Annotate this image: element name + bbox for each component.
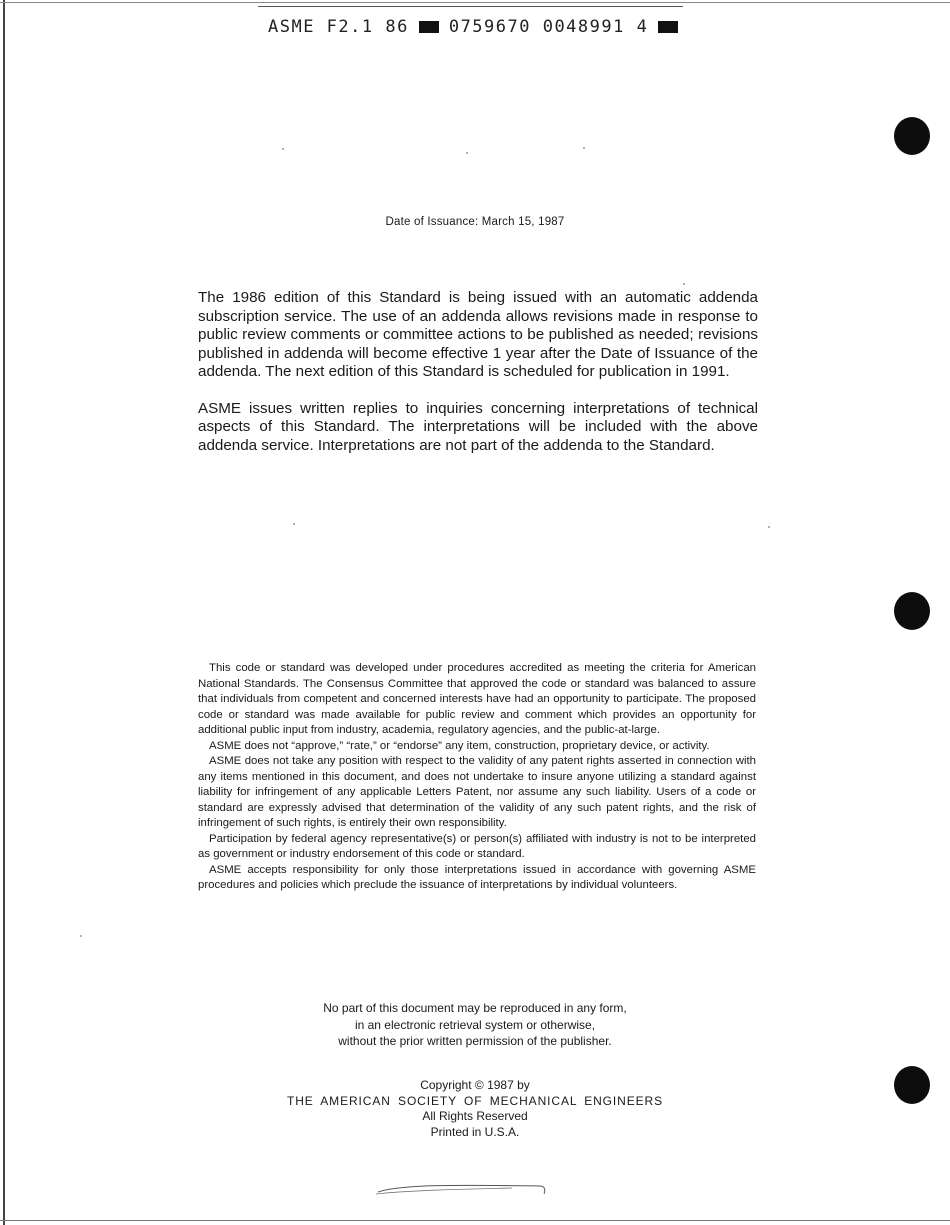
copyright-line: Copyright © 1987 by [420, 1078, 530, 1092]
copyright-printed: Printed in U.S.A. [430, 1124, 520, 1139]
page-edge-top [0, 2, 950, 3]
scan-speck [768, 526, 770, 528]
copyright-organization: THE AMERICAN SOCIETY OF MECHANICAL ENGINEERS [287, 1093, 663, 1108]
page-edge-bottom [0, 1220, 950, 1221]
scan-speck [583, 147, 585, 149]
reproduction-line: without the prior written permission of the publisher. [338, 1034, 612, 1048]
binder-hole-middle [894, 592, 930, 630]
copyright-rights: All Rights Reserved [422, 1109, 528, 1123]
header-rule [258, 6, 683, 7]
date-of-issuance: Date of Issuance: March 15, 1987 [385, 216, 565, 228]
reproduction-line: No part of this document may be reproduced in any form, [323, 1001, 627, 1015]
scan-scribble [372, 1176, 552, 1198]
document-code-header [268, 15, 678, 39]
binder-hole-top [894, 117, 930, 155]
scan-speck [282, 148, 284, 150]
redaction-bar [658, 21, 678, 33]
scan-speck [293, 523, 295, 525]
scan-speck [466, 152, 468, 154]
edition-paragraph-addenda: The 1986 edition of this Standard is being issued with an automatic addenda subscription service. The use of an addenda allows revisions made in response to public review comments or committee actions to be published as needed; revisions published in addenda will become effective 1 year after the Date of Issuance of the addenda. The next edition of this Standard is scheduled for publication in 1991. [198, 289, 758, 380]
legal-paragraph-patent: ASME does not take any position with respect to the validity of any patent rights asserted in connection with any items mentioned in this document, and does not undertake to insure anyone utilizing a standard against liability for infringement of any applicable Letters Patent, nor assume any such liability. Users of a code or standard are expressly advised that determination of the validity of any such patent rights, and the risk of infringement of such rights, is entirely their own responsibility. [198, 755, 756, 829]
document-code-designation: ASME F2.1 86 [268, 17, 409, 37]
legal-paragraph-endorsement: ASME does not “approve,” “rate,” or “endorse” any item, construction, proprietary device, or activity. [209, 739, 710, 752]
legal-notice [198, 661, 756, 894]
copyright-block [0, 1078, 950, 1140]
edition-notice [198, 289, 758, 473]
scan-speck [683, 283, 685, 285]
scan-speck [80, 935, 82, 937]
reproduction-notice [0, 1000, 950, 1050]
redaction-bar [419, 21, 439, 33]
document-code-number: 0759670 0048991 4 [448, 17, 649, 37]
reproduction-line: in an electronic retrieval system or otherwise, [354, 1017, 596, 1032]
legal-paragraph-accreditation: This code or standard was developed under procedures accredited as meeting the criteria for American National Standards. The Consensus Committee that approved the code or standard was balanced to assure that individuals from competent and concerned interests have had an opportunity to participate. The proposed code or standard was made available for public review and comment which provides an opportunity for additional public input from industry, academia, regulatory agencies, and the public-at-large. [198, 662, 756, 736]
legal-paragraph-federal: Participation by federal agency representative(s) or person(s) affiliated with industry is not to be interpreted as government or industry endorsement of this code or standard. [198, 832, 756, 860]
edition-paragraph-interpretations: ASME issues written replies to inquiries concerning interpretations of technical aspects of this Standard. The interpretations will be included with the above addenda service. Interpretations are not part of the addenda to the Standard. [198, 399, 758, 454]
legal-paragraph-interpretations: ASME accepts responsibility for only those interpretations issued in accordance with governing ASME procedures and policies which preclude the issuance of interpretations by individual volunteers. [198, 863, 756, 891]
